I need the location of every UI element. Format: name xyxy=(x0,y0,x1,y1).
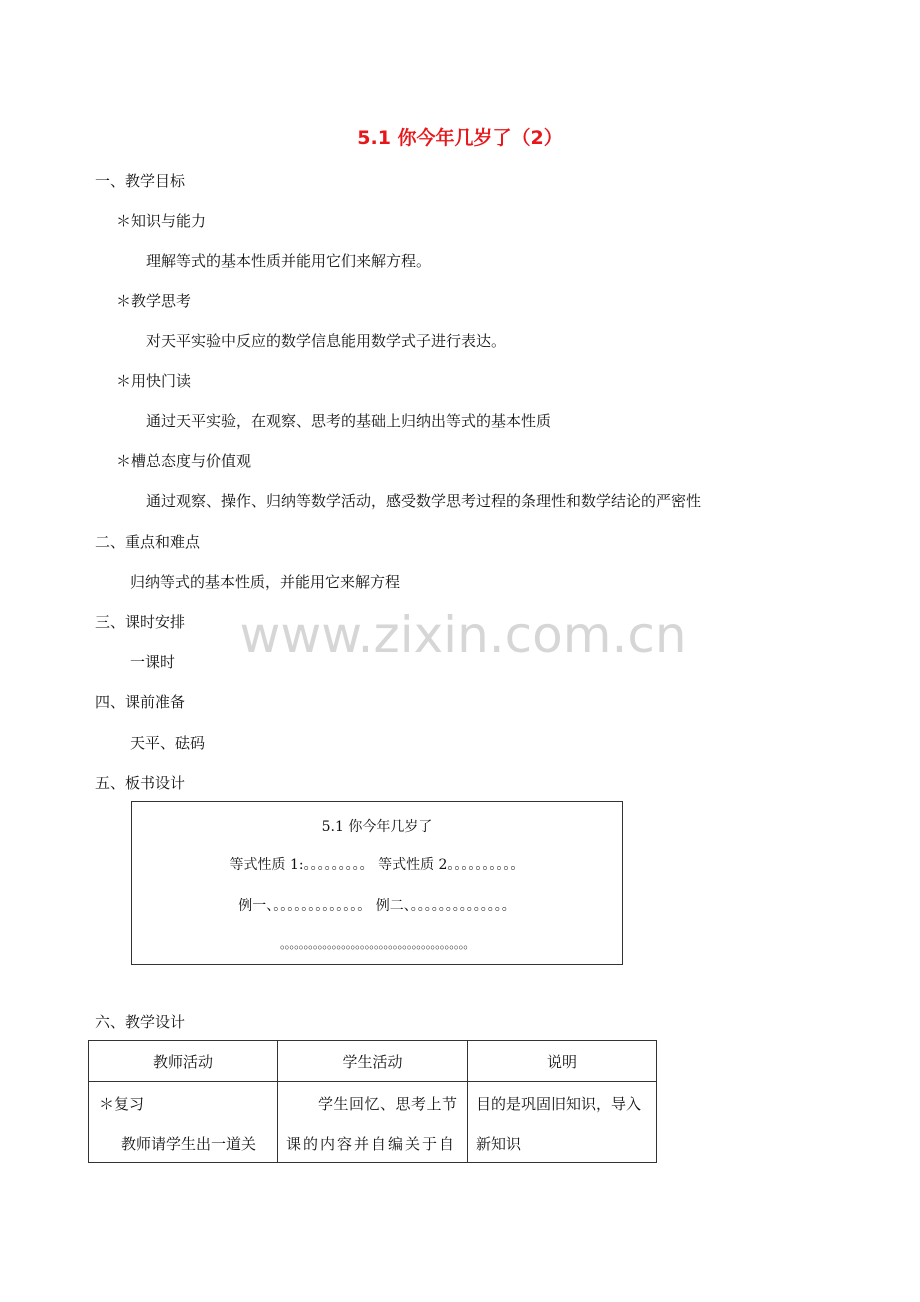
board-line-title: 5.1 你今年几岁了 xyxy=(321,819,433,835)
preparation-text: 天平、砝码 xyxy=(130,734,206,752)
objective-text: 通过观察、操作、归纳等数学活动，感受数学思考过程的条理性和数学结论的严密性 xyxy=(146,492,702,510)
section-heading-key-points: 二、重点和难点 xyxy=(95,533,201,551)
table-header-teacher: 教师活动 xyxy=(89,1041,278,1082)
objective-text: 对天平实验中反应的数学信息能用数学式子进行表达。 xyxy=(146,332,507,350)
student-activity-cell xyxy=(278,1082,468,1163)
section-heading-objectives: 一、教学目标 xyxy=(95,172,186,190)
objective-label: ＊教学思考 xyxy=(116,292,192,310)
page-title: 5.1 你今年几岁了（2） xyxy=(357,127,563,149)
student-activity-line: 课的内容并自编关于自 xyxy=(286,1135,457,1153)
section-heading-teaching-design: 六、教学设计 xyxy=(95,1013,186,1031)
note-cell xyxy=(468,1082,657,1163)
schedule-text: 一课时 xyxy=(130,653,176,671)
teacher-activity-line: ＊复习 xyxy=(99,1095,145,1113)
student-activity-line: 学生回忆、思考上节 xyxy=(318,1095,458,1113)
objective-text: 通过天平实验，在观察、思考的基础上归纳出等式的基本性质 xyxy=(146,412,552,430)
watermark: www.zixin.com.cn xyxy=(239,606,687,664)
section-heading-preparation: 四、课前准备 xyxy=(95,693,186,711)
board-line-properties: 等式性质 1:。。。。。。。。。 等式性质 2。。。。。。。。。。 xyxy=(229,857,525,873)
teacher-activity-cell xyxy=(89,1082,278,1163)
section-heading-schedule: 三、课时安排 xyxy=(95,613,186,631)
teaching-design-table xyxy=(88,1040,657,1163)
key-points-text: 归纳等式的基本性质，并能用它来解方程 xyxy=(130,573,401,591)
table-header-note: 说明 xyxy=(468,1041,657,1082)
board-line-examples: 例一、。。。。。。。。。。。。。 例二、。。。。。。。。。。。。。。 xyxy=(238,898,516,914)
table-header-row xyxy=(89,1041,657,1082)
objective-text: 理解等式的基本性质并能用它们来解方程。 xyxy=(146,252,432,270)
note-line: 目的是巩固旧知识，导入 xyxy=(476,1095,642,1113)
objective-label: ＊用快门读 xyxy=(116,372,192,390)
board-line-dots: 。。。。。。。。。。。。。。。。。。。。。。。。。。。。。。。。。。。。。。。。 xyxy=(279,937,474,951)
note-line: 新知识 xyxy=(476,1135,522,1153)
table-header-student: 学生活动 xyxy=(278,1041,468,1082)
objective-label: ＊知识与能力 xyxy=(116,212,207,230)
table-row xyxy=(89,1082,657,1163)
board-design-box xyxy=(131,801,623,965)
section-heading-board-design: 五、板书设计 xyxy=(95,774,186,792)
objective-label: ＊槽总态度与价值观 xyxy=(116,452,252,470)
teacher-activity-line: 教师请学生出一道关 xyxy=(121,1135,257,1153)
